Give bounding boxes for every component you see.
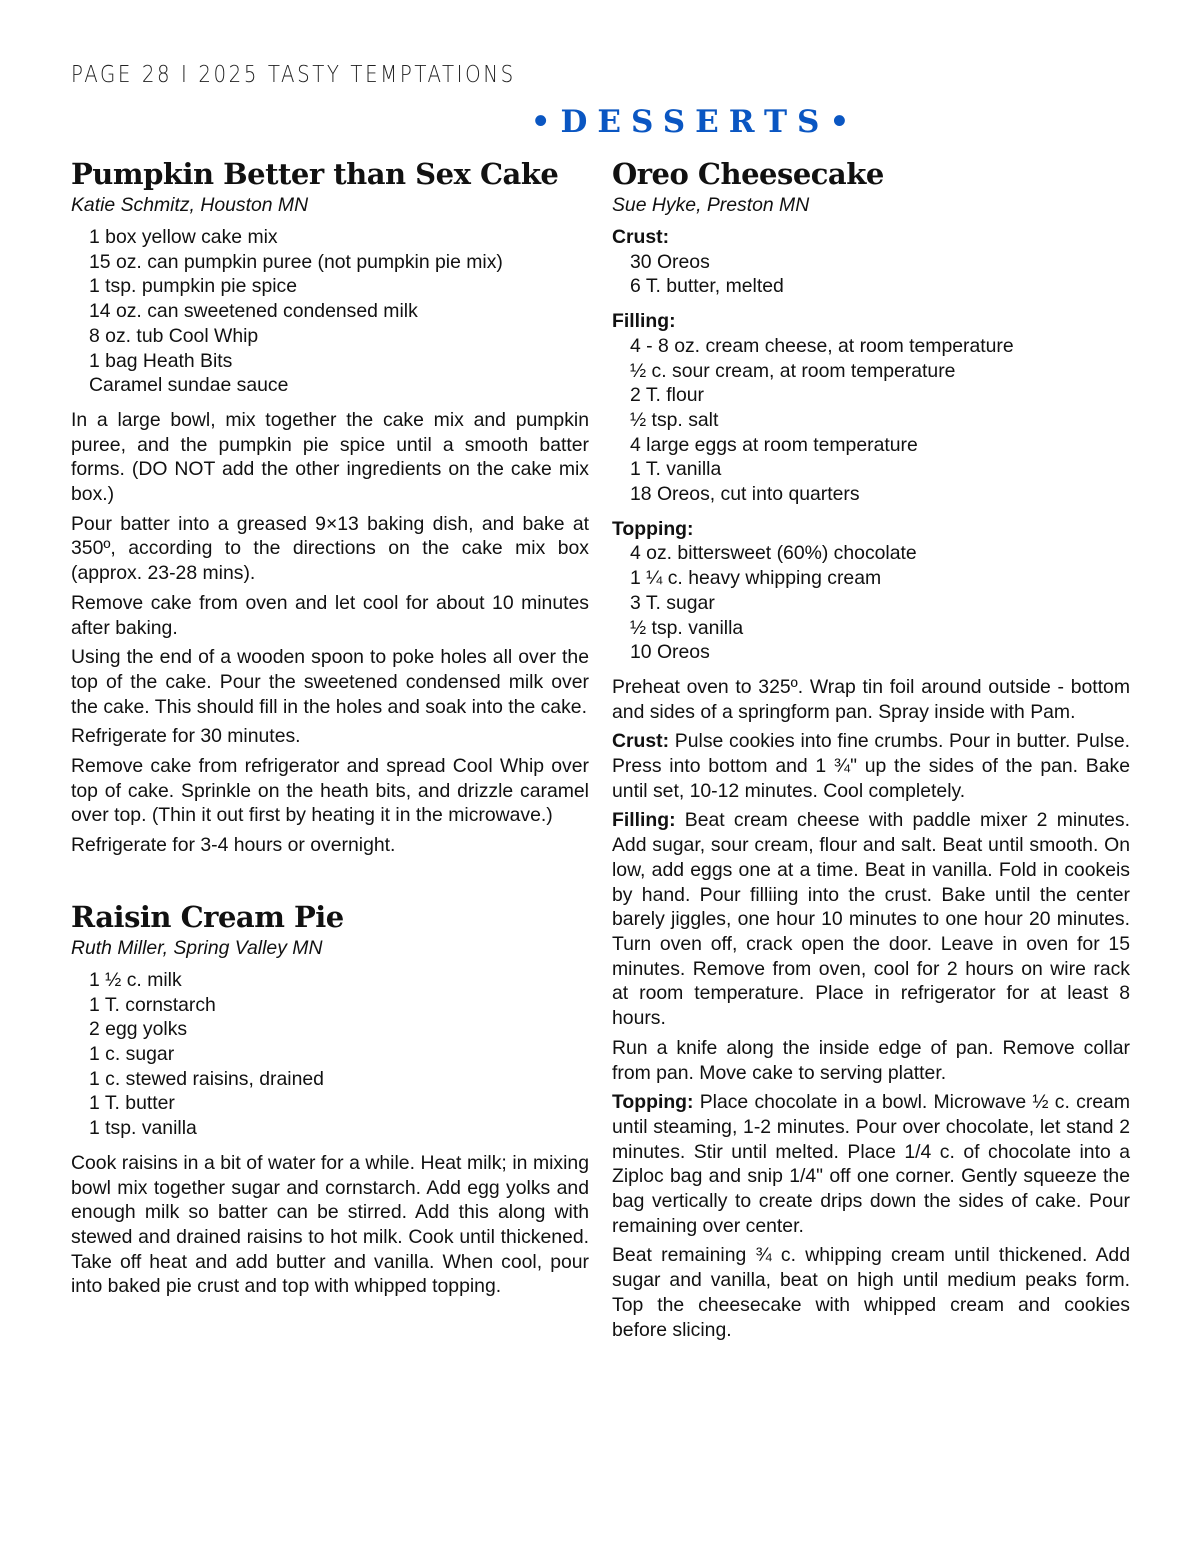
recipe-oreo-cheesecake bbox=[612, 155, 1130, 1342]
direction-paragraph: Cook raisins in a bit of water for a while. Heat milk; in mixing bowl mix together sugar and cornstarch. Add egg yolks and enough milk so batter can be stirred. Add this along with stewed and drained raisins to hot milk. Cook until thickened. Take off heat and add butter and vanilla. When cool, pour into baked pie crust and top with whipped topping. bbox=[71, 1151, 589, 1298]
ingredient-list bbox=[612, 541, 1130, 665]
left-column bbox=[71, 155, 589, 1304]
direction-lead: Filling: bbox=[612, 809, 676, 832]
direction-paragraph bbox=[612, 1243, 1130, 1342]
ingredient-item: ½ tsp. vanilla bbox=[630, 616, 744, 639]
ingredient-item: 15 oz. can pumpkin puree (not pumpkin pie mix) bbox=[89, 250, 503, 273]
ingredient-item: 4 oz. bittersweet (60%) chocolate bbox=[630, 542, 917, 565]
ingredient-item: 2 T. flour bbox=[630, 384, 705, 407]
right-column bbox=[612, 155, 1130, 1347]
direction-lead: Topping: bbox=[612, 1091, 694, 1114]
ingredient-group-label: Filling: bbox=[612, 310, 676, 333]
ingredient-list bbox=[71, 225, 589, 398]
recipe-author: Katie Schmitz, Houston MN bbox=[71, 194, 309, 216]
ingredient-item: 1 T. vanilla bbox=[630, 458, 722, 481]
direction-paragraph bbox=[612, 1036, 1130, 1085]
direction-text: Preheat oven to 325º. Wrap tin foil around outside - bottom and sides of a springform pan. Spray inside with Pam. bbox=[612, 675, 1130, 723]
recipe-title: Raisin Cream Pie bbox=[71, 899, 344, 934]
direction-paragraph bbox=[612, 729, 1130, 803]
ingredient-item: 4 - 8 oz. cream cheese, at room temperature bbox=[630, 334, 1014, 357]
ingredient-list bbox=[612, 250, 1130, 299]
direction-text: Run a knife along the inside edge of pan. Remove collar from pan. Move cake to serving platter. bbox=[612, 1036, 1130, 1084]
ingredient-item: 3 T. sugar bbox=[630, 591, 715, 614]
running-head: PAGE 28 I 2025 TASTY TEMPTATIONS bbox=[71, 62, 516, 88]
ingredient-item: 30 Oreos bbox=[630, 250, 710, 273]
ingredient-item: 1 box yellow cake mix bbox=[89, 226, 278, 248]
ingredient-item: 14 oz. can sweetened condensed milk bbox=[89, 300, 418, 323]
direction-text: Place chocolate in a bowl. Microwave ½ c. cream until steaming, 1-2 minutes. Pour over chocolate, let stand 2 minutes. Stir until melted. Place 1/4 c. of chocolate into a Ziploc bag and snip 1/4" off one corner. Gently squeeze the bag vertically to create drips down the sides of cake. Pour remaining over center. bbox=[612, 1091, 1130, 1237]
ingredient-item: ½ tsp. salt bbox=[630, 408, 719, 431]
ingredient-item: Caramel sundae sauce bbox=[89, 374, 289, 397]
direction-paragraph: In a large bowl, mix together the cake mix and pumpkin puree, and the pumpkin pie spice until a smooth batter forms. (DO NOT add the other ingredients on the cake mix box.) bbox=[71, 408, 589, 506]
ingredient-group-label: Topping: bbox=[612, 517, 694, 540]
ingredient-list bbox=[71, 968, 589, 1141]
recipe-raisin-cream-pie bbox=[71, 898, 589, 1299]
ingredient-group-label: Crust: bbox=[612, 226, 670, 248]
direction-paragraph: Pour batter into a greased 9×13 baking dish, and bake at 350º, according to the directions on the cake mix box (approx. 23-28 mins). bbox=[71, 512, 589, 585]
ingredient-item: 18 Oreos, cut into quarters bbox=[630, 483, 860, 506]
ingredient-item: 8 oz. tub Cool Whip bbox=[89, 324, 259, 347]
recipe-pumpkin-cake bbox=[71, 155, 589, 858]
ingredient-item: 4 large eggs at room temperature bbox=[630, 433, 918, 456]
direction-paragraph bbox=[612, 1090, 1130, 1238]
ingredient-item: 1 bag Heath Bits bbox=[89, 349, 233, 372]
recipe-author: Ruth Miller, Spring Valley MN bbox=[71, 936, 323, 959]
ingredient-item: 1 c. stewed raisins, drained bbox=[89, 1067, 324, 1090]
ingredient-item: 1 c. sugar bbox=[89, 1042, 175, 1065]
direction-paragraph: Remove cake from refrigerator and spread Cool Whip over top of cake. Sprinkle on the heath bits, and drizzle caramel over top. (Thin it out first by heating it in the microwave.) bbox=[71, 755, 589, 827]
direction-paragraph: Refrigerate for 30 minutes. bbox=[71, 725, 301, 748]
direction-paragraph: Using the end of a wooden spoon to poke holes all over the top of the cake. Pour the sweetened condensed milk over the cake. This should fill in the holes and soak into the cake. bbox=[71, 646, 589, 718]
direction-text: Pulse cookies into fine crumbs. Pour in butter. Pulse. Press into bottom and 1 ¾" up the sides of the pan. Bake until set, 10-12 minutes. Cool completely. bbox=[612, 730, 1130, 802]
ingredient-item: 10 Oreos bbox=[630, 641, 710, 664]
direction-lead: Crust: bbox=[612, 730, 670, 753]
ingredient-item: 6 T. butter, melted bbox=[630, 275, 784, 298]
ingredient-item: 1 T. cornstarch bbox=[89, 993, 216, 1016]
ingredient-item: 1 ½ c. milk bbox=[89, 968, 182, 991]
recipe-title: Oreo Cheesecake bbox=[612, 157, 884, 191]
section-title: •DESSERTS• bbox=[530, 104, 860, 140]
ingredient-item: ½ c. sour cream, at room temperature bbox=[630, 359, 956, 382]
direction-paragraph: Refrigerate for 3-4 hours or overnight. bbox=[71, 834, 396, 857]
ingredient-item: 1 ¼ c. heavy whipping cream bbox=[630, 567, 882, 590]
ingredient-list bbox=[612, 334, 1130, 507]
ingredient-item: 1 T. butter bbox=[89, 1092, 175, 1115]
section-title-wrap bbox=[0, 104, 1200, 140]
direction-text: Beat cream cheese with paddle mixer 2 minutes. Add sugar, sour cream, flour and salt. Beat until smooth. On low, add eggs one at a time. Beat in vanilla. Fold in cookeis by hand. Pour filliing into the crust. Bake until the center barely jiggles, one hour 10 minutes to one hour 20 minutes. Turn oven off, crack open the door. Leave in oven for 15 minutes. Remove from oven, cool for 2 hours on wire rack at room temperature. Place in refrigerator for at least 8 hours. bbox=[612, 809, 1130, 1030]
direction-text: Beat remaining ¾ c. whipping cream until thickened. Add sugar and vanilla, beat on high until medium peaks form. Top the cheesecake with whipped cream and cookies before slicing. bbox=[612, 1244, 1130, 1341]
direction-paragraph bbox=[612, 675, 1130, 724]
ingredient-item: 1 tsp. pumpkin pie spice bbox=[89, 275, 298, 298]
recipe-author: Sue Hyke, Preston MN bbox=[612, 194, 810, 216]
ingredient-item: 2 egg yolks bbox=[89, 1018, 188, 1041]
recipe-title: Pumpkin Better than Sex Cake bbox=[71, 157, 559, 191]
recipe-spacer bbox=[71, 863, 589, 898]
direction-paragraph bbox=[612, 808, 1130, 1030]
ingredient-item: 1 tsp. vanilla bbox=[89, 1117, 197, 1140]
direction-paragraph: Remove cake from oven and let cool for about 10 minutes after baking. bbox=[71, 591, 589, 639]
